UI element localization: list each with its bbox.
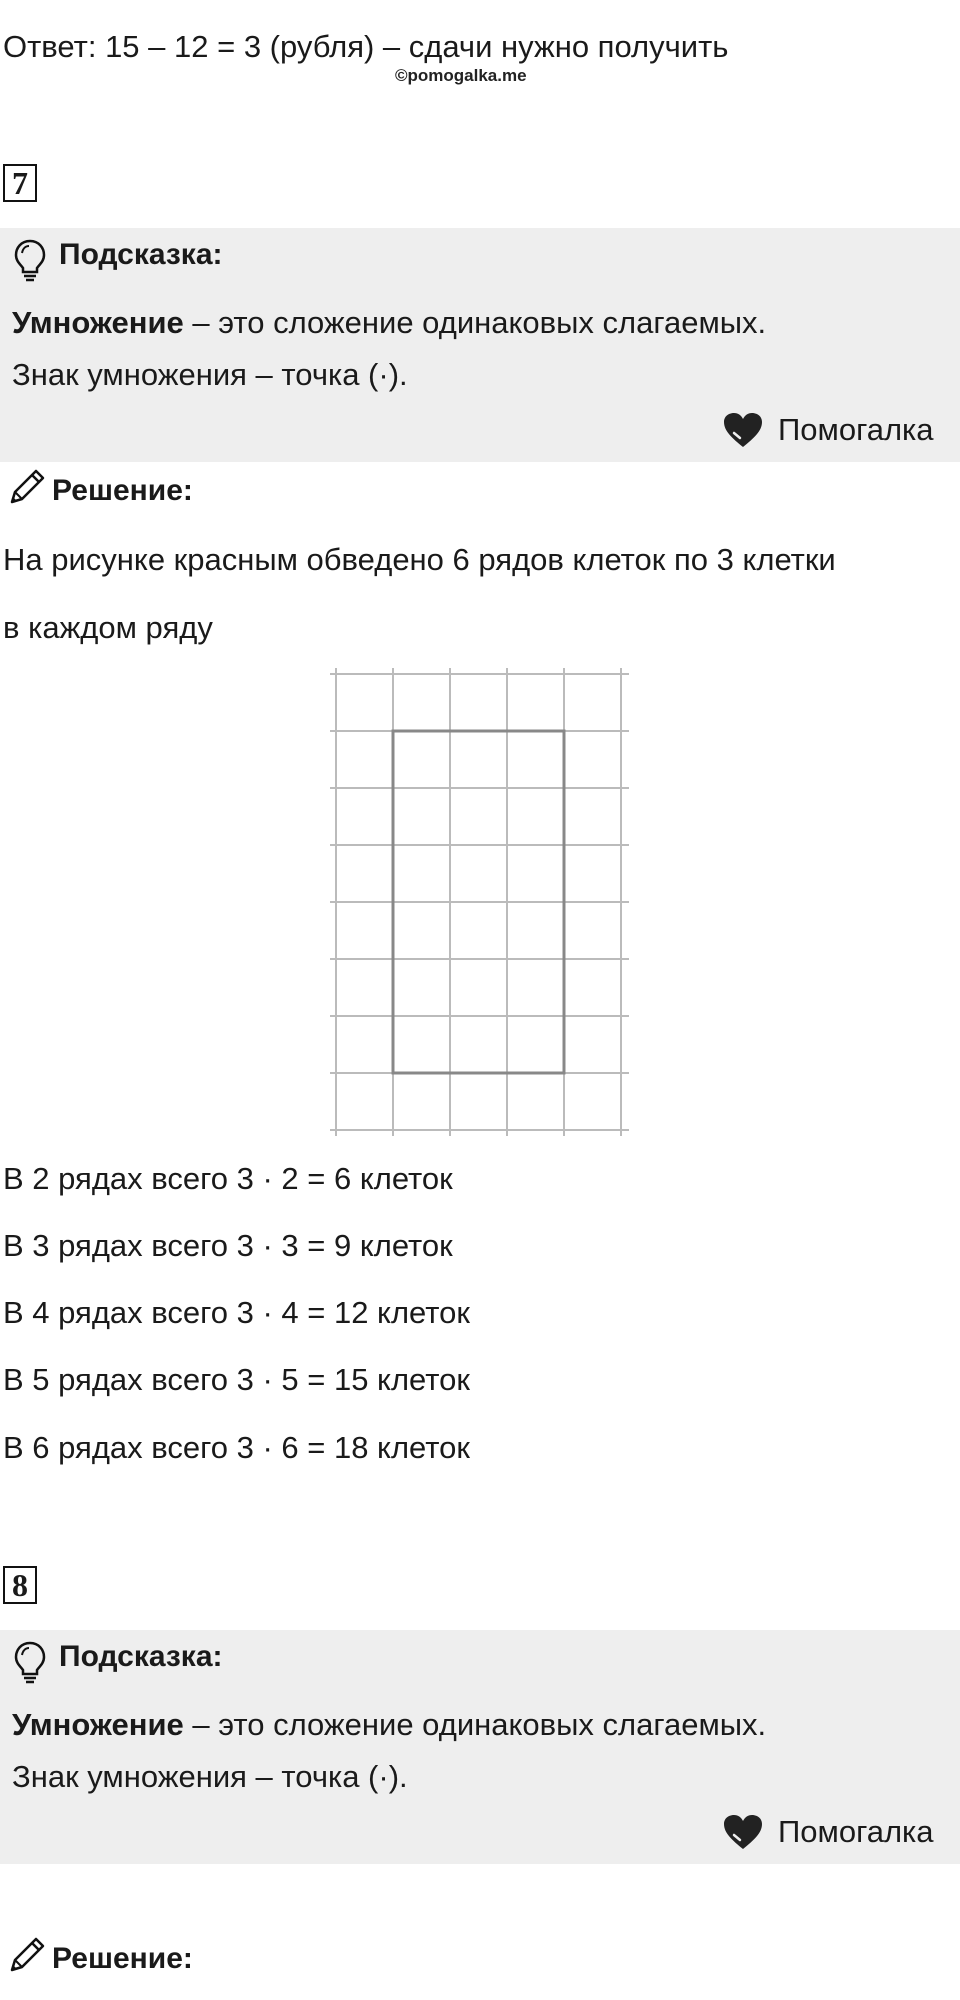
solution-title: Решение: [52, 474, 193, 507]
lightbulb-icon [12, 238, 48, 287]
pencil-icon [6, 466, 48, 513]
hint-definition-rest: – это сложение одинаковых слагаемых. [183, 1707, 767, 1742]
calc-line-5: В 6 рядах всего 3 · 6 = 18 клеток [3, 1430, 470, 1465]
solution-line-2: в каждом ряду [3, 610, 213, 645]
hint-title: Подсказка: [59, 1640, 223, 1673]
solution-title: Решение: [52, 1942, 193, 1975]
hint-definition [12, 1706, 766, 1743]
task-number-8: 8 [3, 1566, 37, 1604]
grid-lines [330, 668, 629, 1136]
answer-line: Ответ: 15 – 12 = 3 (рубля) – сдачи нужно получить [3, 29, 729, 64]
brand-label: Помогалка [778, 1814, 934, 1849]
lightbulb-icon [12, 1640, 48, 1689]
hint-sign-line: Знак умножения – точка (·). [12, 357, 408, 392]
hint-title: Подсказка: [59, 238, 223, 271]
hint-box-7 [0, 228, 960, 462]
calc-line-1: В 2 рядах всего 3 · 2 = 6 клеток [3, 1161, 453, 1196]
pencil-icon [6, 1934, 48, 1981]
cell-grid-figure [330, 668, 630, 1136]
hint-definition-rest: – это сложение одинаковых слагаемых. [183, 305, 767, 340]
hint-box-8 [0, 1630, 960, 1864]
hint-term: Умножение [12, 305, 184, 340]
heart-icon [722, 411, 764, 454]
calc-line-2: В 3 рядах всего 3 · 3 = 9 клеток [3, 1228, 453, 1263]
task-number-7: 7 [3, 164, 37, 202]
heart-icon [722, 1813, 764, 1856]
brand-label: Помогалка [778, 412, 934, 447]
calc-line-4: В 5 рядах всего 3 · 5 = 15 клеток [3, 1362, 470, 1397]
solution-line-1: На рисунке красным обведено 6 рядов клеток по 3 клетки [3, 542, 836, 577]
watermark: ©pomogalka.me [395, 66, 527, 85]
hint-sign-line: Знак умножения – точка (·). [12, 1759, 408, 1794]
calc-line-3: В 4 рядах всего 3 · 4 = 12 клеток [3, 1295, 470, 1330]
hint-term: Умножение [12, 1707, 184, 1742]
hint-definition [12, 304, 766, 341]
